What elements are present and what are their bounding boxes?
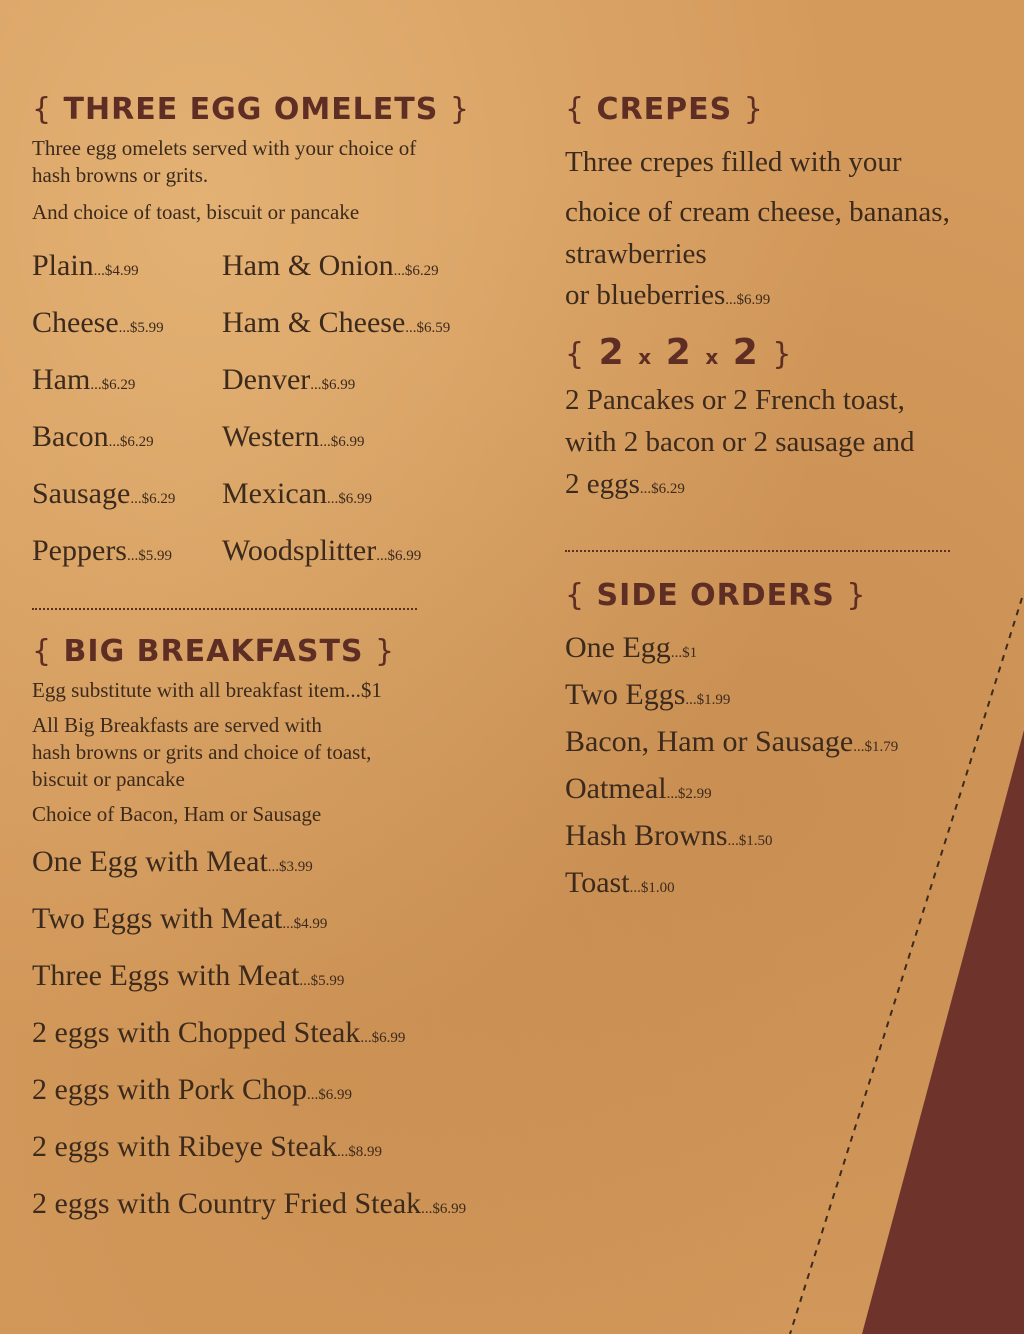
omelets-heading — [32, 92, 532, 127]
right-column — [565, 92, 1005, 909]
omelets-heading-text: THREE EGG OMELETS — [63, 92, 439, 127]
menu-item — [222, 297, 522, 354]
item-name: Three Eggs with Meat — [32, 959, 300, 992]
big-breakfasts-note-4: biscuit or pancake — [32, 767, 185, 791]
side-orders-heading — [565, 578, 1005, 613]
menu-item — [565, 674, 1005, 721]
item-price: ...$5.99 — [126, 548, 172, 564]
big-breakfasts-list — [32, 836, 532, 1235]
menu-item — [565, 768, 1005, 815]
brace-close: } — [374, 634, 396, 669]
two-x-desc-end: 2 eggs — [565, 468, 640, 500]
omelets-left-list — [32, 240, 222, 582]
brace-close: } — [743, 92, 764, 127]
menu-item — [32, 1007, 532, 1064]
big-breakfasts-note-2: All Big Breakfasts are served with — [32, 713, 322, 737]
crepes-line-1: Three crepes filled with your — [565, 146, 902, 178]
item-name: Ham — [32, 363, 91, 396]
item-name: Mexican — [222, 477, 327, 510]
crepes-price: ...$6.99 — [725, 292, 771, 308]
item-name: Toast — [565, 866, 630, 899]
item-name: 2 eggs with Pork Chop — [32, 1073, 308, 1106]
big-breakfasts-heading — [32, 634, 532, 669]
two-x-x1: x — [638, 345, 653, 369]
item-price: ...$2.99 — [666, 786, 712, 802]
item-name: Two Eggs with Meat — [32, 902, 283, 935]
brace-close: } — [846, 578, 867, 613]
big-breakfasts-note-3: hash browns or grits and choice of toast, — [32, 740, 372, 764]
crepes-heading-text: CREPES — [596, 92, 733, 127]
crepes-line-2: choice of cream cheese, bananas, — [565, 196, 950, 228]
item-name: Cheese — [32, 306, 119, 339]
two-x-line-1: 2 Pancakes or 2 French toast, — [565, 384, 905, 416]
item-price: ...$6.59 — [405, 320, 451, 336]
two-x-line-3 — [565, 463, 1005, 510]
item-price: ...$4.99 — [282, 916, 328, 932]
menu-item — [222, 240, 522, 297]
item-price: ...$6.99 — [310, 377, 356, 393]
item-name: 2 eggs with Ribeye Steak — [32, 1130, 337, 1163]
item-price: ...$1.79 — [853, 739, 899, 755]
crepes-line-4 — [565, 271, 1005, 324]
item-name: Bacon — [32, 420, 109, 453]
brace-open: { — [32, 92, 53, 127]
two-x-a: 2 — [598, 332, 625, 373]
menu-item — [222, 525, 522, 582]
item-price: ...$6.99 — [326, 491, 372, 507]
item-price: ...$6.29 — [393, 263, 439, 279]
two-x-price: ...$6.29 — [639, 481, 685, 497]
menu-item — [565, 627, 1005, 674]
menu-item — [32, 525, 222, 582]
menu-item — [565, 721, 1005, 768]
item-name: Bacon, Ham or Sausage — [565, 725, 854, 758]
two-x-line-2: with 2 bacon or 2 sausage and — [565, 426, 915, 458]
big-breakfasts-note-1: Egg substitute with all breakfast item...$1 — [32, 678, 382, 702]
menu-item — [222, 354, 522, 411]
item-price: ...$6.29 — [130, 491, 176, 507]
item-name: Oatmeal — [565, 772, 667, 805]
brace-open: { — [565, 337, 586, 372]
omelets-desc-1: Three egg omelets served with your choice of — [32, 136, 417, 160]
brace-close: } — [449, 92, 470, 127]
item-price: ...$6.99 — [319, 434, 365, 450]
item-name: Ham & Cheese — [222, 306, 406, 339]
menu-item — [32, 411, 222, 468]
item-name: Plain — [32, 249, 94, 282]
two-x-b: 2 — [665, 332, 692, 373]
omelets-right-list — [222, 240, 522, 582]
brace-open: { — [565, 92, 586, 127]
item-price: ...$1.00 — [629, 880, 675, 896]
left-column — [32, 92, 532, 1235]
item-price: ...$5.99 — [118, 320, 164, 336]
menu-item — [32, 1121, 532, 1178]
crepes-heading — [565, 92, 1005, 127]
item-price: ...$1 — [670, 645, 698, 661]
item-price: ...$6.29 — [108, 434, 154, 450]
item-name: Sausage — [32, 477, 131, 510]
item-price: ...$6.99 — [360, 1030, 406, 1046]
item-price: ...$1.99 — [685, 692, 731, 708]
item-price: ...$3.99 — [267, 859, 313, 875]
item-name: Two Eggs — [565, 678, 686, 711]
brace-open: { — [565, 578, 586, 613]
item-price: ...$6.29 — [90, 377, 136, 393]
section-divider — [565, 550, 950, 552]
omelets-menu-grid — [32, 240, 532, 582]
item-name: Peppers — [32, 534, 127, 567]
item-name: Denver — [222, 363, 311, 396]
menu-item — [565, 862, 1005, 909]
menu-item — [565, 815, 1005, 862]
item-name: Hash Browns — [565, 819, 728, 852]
menu-item — [32, 836, 532, 893]
menu-item — [32, 893, 532, 950]
section-divider — [32, 608, 417, 610]
two-x-heading — [565, 332, 1005, 373]
item-name: Ham & Onion — [222, 249, 394, 282]
omelets-desc-2: hash browns or grits. — [32, 163, 209, 187]
item-name: Woodsplitter — [222, 534, 377, 567]
side-orders-heading-text: SIDE ORDERS — [596, 578, 835, 613]
item-price: ...$5.99 — [299, 973, 345, 989]
item-price: ...$8.99 — [336, 1144, 382, 1160]
two-x-c: 2 — [732, 332, 759, 373]
two-x-x2: x — [705, 345, 720, 369]
menu-item — [32, 240, 222, 297]
item-name: 2 eggs with Country Fried Steak — [32, 1187, 422, 1220]
item-price: ...$6.99 — [307, 1087, 353, 1103]
crepes-desc-end: or blueberries — [565, 279, 726, 311]
omelets-desc-3: And choice of toast, biscuit or pancake — [32, 200, 360, 224]
menu-item — [32, 297, 222, 354]
menu-item — [32, 1064, 532, 1121]
big-breakfasts-note-5: Choice of Bacon, Ham or Sausage — [32, 802, 322, 826]
menu-item — [222, 411, 522, 468]
side-orders-list — [565, 627, 1005, 909]
item-price: ...$4.99 — [93, 263, 139, 279]
menu-item — [32, 1178, 532, 1235]
item-name: 2 eggs with Chopped Steak — [32, 1016, 361, 1049]
menu-item — [32, 468, 222, 525]
brace-close: } — [772, 337, 793, 372]
item-name: Western — [222, 420, 320, 453]
item-price: ...$1.50 — [727, 833, 773, 849]
menu-item — [222, 468, 522, 525]
big-breakfasts-heading-text: BIG BREAKFASTS — [63, 634, 364, 669]
menu-item — [32, 354, 222, 411]
item-price: ...$6.99 — [376, 548, 422, 564]
brace-open: { — [32, 634, 53, 669]
crepes-line-3: strawberries — [565, 238, 707, 270]
item-name: One Egg — [565, 631, 671, 664]
item-price: ...$6.99 — [421, 1201, 467, 1217]
item-name: One Egg with Meat — [32, 845, 268, 878]
menu-item — [32, 950, 532, 1007]
